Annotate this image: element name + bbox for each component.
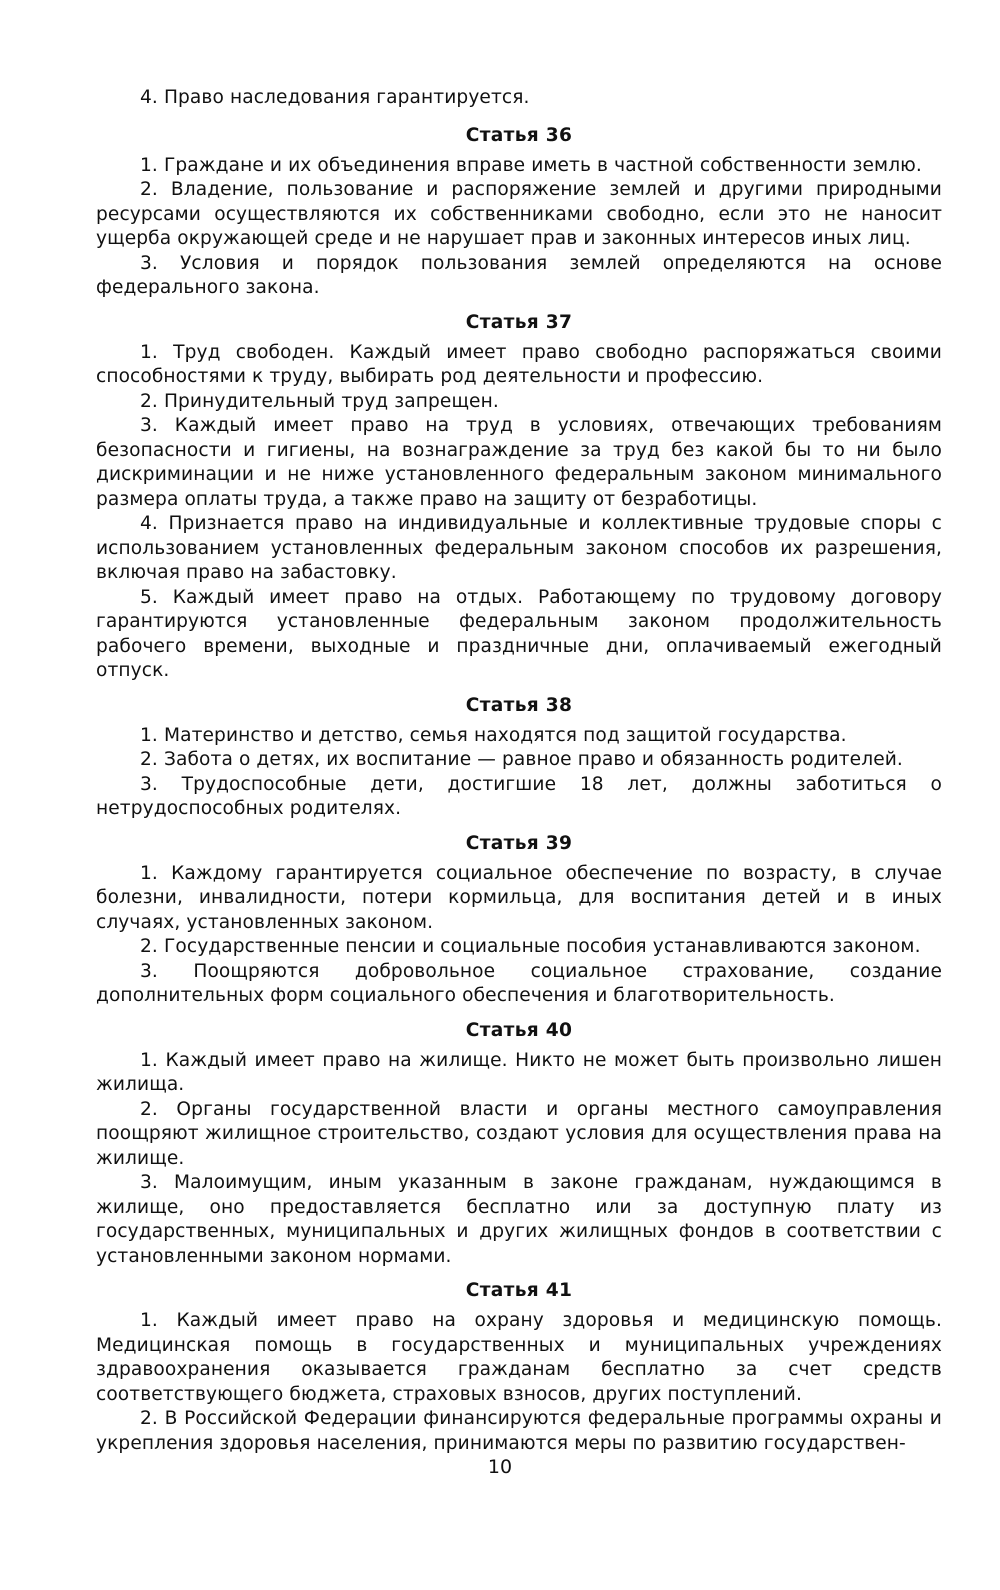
paragraph: 3. Трудоспособные дети, достигшие 18 лет, должны заботиться о нетрудоспособных родителях. <box>96 773 942 819</box>
article-heading: Статья 40 <box>465 1019 573 1041</box>
page-content <box>96 86 942 1466</box>
paragraph: 1. Граждане и их объединения вправе иметь в частной собственности землю. <box>140 154 922 176</box>
article-heading: Статья 37 <box>465 311 573 333</box>
article-39 <box>96 832 942 1009</box>
article-heading: Статья 41 <box>465 1280 573 1301</box>
paragraph: 1. Материнство и детство, семья находятся под защитой государства. <box>140 724 847 746</box>
paragraph: 1. Каждый имеет право на жилище. Никто не может быть произвольно лишен жилища. <box>96 1049 942 1095</box>
paragraph: 1. Труд свободен. Каждый имеет право свободно распоряжаться своими способностями к труду, выбирать род деятельности и профессию. <box>96 341 942 387</box>
paragraph: 2. В Российской Федерации финансируются федеральные программы охраны и укрепления здоровья населения, принимаются меры по развитию государствен- <box>96 1408 942 1454</box>
article-41 <box>96 1279 942 1456</box>
paragraph: 3. Малоимущим, иным указанным в законе гражданам, нуждающимся в жилище, оно предоставляется бесплатно или за доступную плату из государственных, муниципальных и других жилищных фондов в соответствии с установленными законом нормами. <box>96 1172 942 1267</box>
article-38 <box>96 694 942 822</box>
paragraph: 4. Признается право на индивидуальные и коллективные трудовые споры с использованием установленных федеральным законом способов их разрешения, включая право на забастовку. <box>96 513 942 583</box>
article-36 <box>96 124 942 301</box>
paragraph: 2. Забота о детях, их воспитание — равное право и обязанность родителей. <box>140 749 903 770</box>
article-heading: Статья 38 <box>465 694 573 716</box>
paragraph: 3. Условия и порядок пользования землей определяются на основе федерального закона. <box>96 252 942 298</box>
article-heading: Статья 36 <box>465 124 573 146</box>
page-number: 10 <box>487 1456 513 1478</box>
paragraph: 1. Каждому гарантируется социальное обеспечение по возрасту, в случае болезни, инвалидности, потери кормильца, для воспитания детей и в иных случаях, установленных законом. <box>96 862 942 933</box>
paragraph: 1. Каждый имеет право на охрану здоровья и медицинскую помощь. Медицинская помощь в государственных и муниципальных учреждениях здравоохранения оказывается гражданам бесплатно за счет средств соответствующего бюджета, страховых взносов, других поступлений. <box>96 1310 942 1405</box>
paragraph: 2. Владение, пользование и распоряжение землей и другими природными ресурсами осуществляются их собственниками свободно, если это не наносит ущерба окружающей среде и не нарушает прав и законных интересов иных лиц. <box>96 179 942 249</box>
article-40 <box>96 1019 942 1270</box>
paragraph: 3. Каждый имеет право на труд в условиях, отвечающих требованиям безопасности и гигиены, на вознаграждение за труд без какой бы то ни было дискриминации и не ниже установленного федеральным законом минимального размера оплаты труда, а также право на защиту от безработицы. <box>96 415 942 510</box>
article-heading: Статья 39 <box>465 832 573 854</box>
paragraph: 3. Поощряются добровольное социальное страхование, создание дополнительных форм социального обеспечения и благотворительность. <box>96 960 942 1006</box>
paragraph: 2. Принудительный труд запрещен. <box>140 390 499 412</box>
paragraph: 5. Каждый имеет право на отдых. Работающему по трудовому договору гарантируются установленные федеральным законом продолжительность рабочего времени, выходные и праздничные дни, оплачиваемый ежегодный отпуск. <box>96 586 942 681</box>
paragraph: 2. Государственные пенсии и социальные пособия устанавливаются законом. <box>140 936 921 957</box>
article-37 <box>96 311 942 684</box>
paragraph: 4. Право наследования гарантируется. <box>140 87 530 108</box>
paragraph: 2. Органы государственной власти и органы местного самоуправления поощряют жилищное строительство, создают условия для осуществления права на жилище. <box>96 1098 942 1169</box>
